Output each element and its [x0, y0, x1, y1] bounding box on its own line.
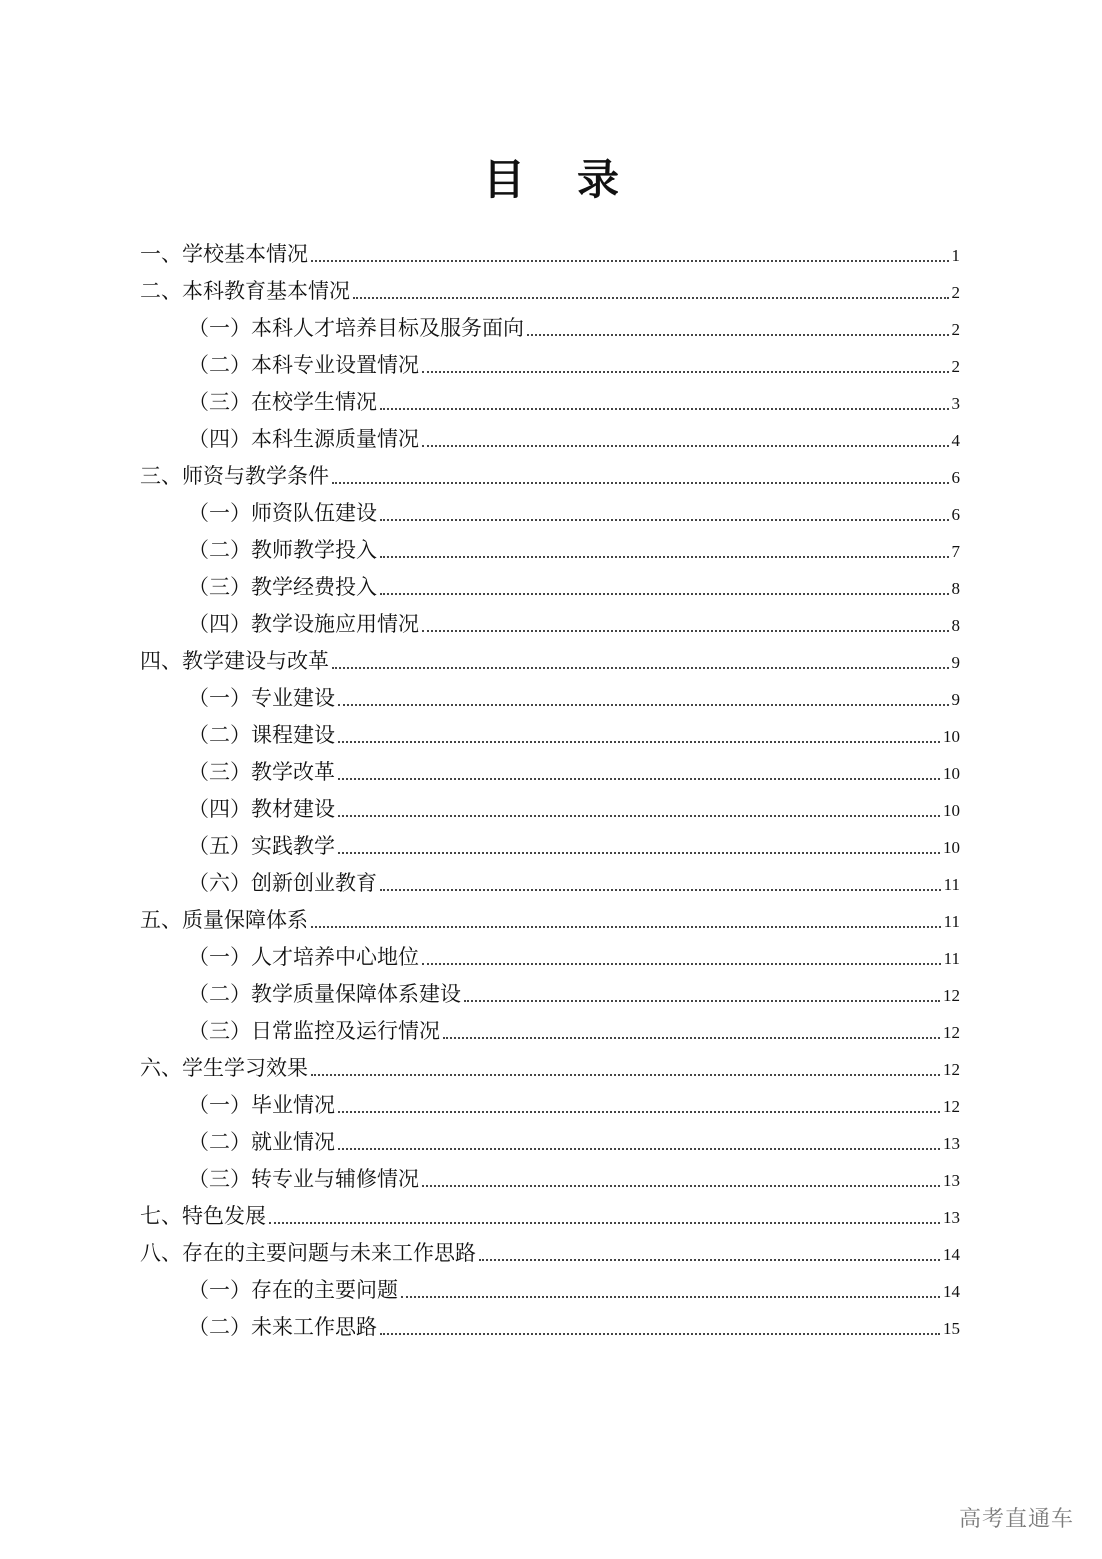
dot-leader: [380, 593, 949, 595]
toc-entry-label: （二）课程建设: [188, 723, 335, 747]
dot-leader: [422, 963, 941, 965]
toc-entry-page-number: 14: [943, 1245, 960, 1264]
toc-section-entry[interactable]: [140, 269, 960, 306]
toc-entry-label: （二）未来工作思路: [188, 1315, 377, 1339]
dot-leader: [380, 408, 949, 410]
dot-leader: [332, 667, 949, 669]
dot-leader: [422, 371, 949, 373]
dot-leader: [527, 334, 949, 336]
toc-entry-label: 八、存在的主要问题与未来工作思路: [140, 1241, 476, 1265]
toc-subsection-entry[interactable]: [140, 1009, 960, 1046]
toc-section-entry[interactable]: [140, 454, 960, 491]
toc-entry-label: （三）日常监控及运行情况: [188, 1019, 440, 1043]
toc-entry-page-number: 4: [951, 431, 960, 450]
dot-leader: [311, 1074, 940, 1076]
toc-subsection-entry[interactable]: [140, 380, 960, 417]
toc-entry-label: （一）师资队伍建设: [188, 501, 377, 525]
toc-entry-page-number: 10: [943, 838, 960, 857]
toc-subsection-entry[interactable]: [140, 528, 960, 565]
dot-leader: [311, 926, 941, 928]
toc-entry-label: （四）本科生源质量情况: [188, 427, 419, 451]
toc-entry-page-number: 6: [951, 468, 960, 487]
toc-entry-label: 二、本科教育基本情况: [140, 279, 350, 303]
toc-entry-page-number: 13: [943, 1171, 960, 1190]
dot-leader: [338, 1148, 940, 1150]
toc-subsection-entry[interactable]: [140, 565, 960, 602]
toc-entry-page-number: 14: [943, 1282, 960, 1301]
toc-entry-page-number: 10: [943, 727, 960, 746]
toc-entry-page-number: 11: [943, 912, 960, 931]
toc-subsection-entry[interactable]: [140, 1083, 960, 1120]
toc-entry-label: （二）教学质量保障体系建设: [188, 982, 461, 1006]
toc-entry-page-number: 8: [951, 616, 960, 635]
toc-section-entry[interactable]: [140, 1231, 960, 1268]
toc-subsection-entry[interactable]: [140, 861, 960, 898]
toc-section-entry[interactable]: [140, 1046, 960, 1083]
toc-subsection-entry[interactable]: [140, 787, 960, 824]
dot-leader: [380, 556, 949, 558]
toc-section-entry[interactable]: [140, 1194, 960, 1231]
dot-leader: [443, 1037, 940, 1039]
dot-leader: [422, 1185, 940, 1187]
toc-subsection-entry[interactable]: [140, 491, 960, 528]
watermark: 高考直通车: [958, 1507, 1074, 1532]
title-char: 录: [577, 155, 620, 204]
toc-entry-page-number: 12: [943, 986, 960, 1005]
dot-leader: [380, 889, 941, 891]
toc-subsection-entry[interactable]: [140, 676, 960, 713]
toc-section-entry[interactable]: [140, 232, 960, 269]
toc-subsection-entry[interactable]: [140, 1157, 960, 1194]
toc-entry-page-number: 3: [951, 394, 960, 413]
page-title: [0, 150, 1102, 210]
toc-entry-label: （三）教学经费投入: [188, 575, 377, 599]
dot-leader: [422, 630, 949, 632]
title-char: 目: [482, 155, 525, 204]
toc-subsection-entry[interactable]: [140, 1268, 960, 1305]
toc-entry-page-number: 6: [951, 505, 960, 524]
toc-subsection-entry[interactable]: [140, 935, 960, 972]
toc-entry-page-number: 9: [951, 653, 960, 672]
toc-entry-page-number: 9: [951, 690, 960, 709]
toc-subsection-entry[interactable]: [140, 602, 960, 639]
toc-entry-label: （四）教材建设: [188, 797, 335, 821]
toc-entry-label: （一）专业建设: [188, 686, 335, 710]
toc-entry-label: （二）本科专业设置情况: [188, 353, 419, 377]
dot-leader: [422, 445, 949, 447]
toc-entry-page-number: 7: [951, 542, 960, 561]
dot-leader: [380, 519, 949, 521]
toc-section-entry[interactable]: [140, 639, 960, 676]
toc-subsection-entry[interactable]: [140, 417, 960, 454]
toc-entry-page-number: 13: [943, 1208, 960, 1227]
dot-leader: [338, 704, 949, 706]
toc-subsection-entry[interactable]: [140, 1120, 960, 1157]
toc-entry-label: （三）转专业与辅修情况: [188, 1167, 419, 1191]
toc-entry-label: 一、学校基本情况: [140, 242, 308, 266]
toc-entry-label: （六）创新创业教育: [188, 871, 377, 895]
toc-entry-label: （一）存在的主要问题: [188, 1278, 398, 1302]
dot-leader: [464, 1000, 940, 1002]
toc-entry-label: （一）本科人才培养目标及服务面向: [188, 316, 524, 340]
toc-entry-page-number: 2: [951, 357, 960, 376]
toc-entry-page-number: 2: [951, 283, 960, 302]
toc-entry-page-number: 11: [943, 875, 960, 894]
toc-entry-label: 七、特色发展: [140, 1204, 266, 1228]
dot-leader: [338, 815, 940, 817]
toc-entry-page-number: 12: [943, 1060, 960, 1079]
dot-leader: [332, 482, 949, 484]
dot-leader: [479, 1259, 940, 1261]
toc-entry-page-number: 2: [951, 320, 960, 339]
dot-leader: [338, 1111, 940, 1113]
toc-subsection-entry[interactable]: [140, 343, 960, 380]
toc-subsection-entry[interactable]: [140, 824, 960, 861]
toc-entry-label: （一）人才培养中心地位: [188, 945, 419, 969]
toc-entry-label: （三）在校学生情况: [188, 390, 377, 414]
toc-entry-page-number: 13: [943, 1134, 960, 1153]
dot-leader: [338, 852, 940, 854]
toc-entry-page-number: 15: [943, 1319, 960, 1338]
toc-subsection-entry[interactable]: [140, 306, 960, 343]
toc-entry-label: （三）教学改革: [188, 760, 335, 784]
table-of-contents: [140, 232, 960, 1342]
toc-entry-label: 三、师资与教学条件: [140, 464, 329, 488]
toc-entry-label: （二）就业情况: [188, 1130, 335, 1154]
dot-leader: [401, 1296, 940, 1298]
toc-section-entry[interactable]: [140, 898, 960, 935]
toc-entry-page-number: 10: [943, 764, 960, 783]
dot-leader: [269, 1222, 940, 1224]
toc-entry-page-number: 12: [943, 1097, 960, 1116]
toc-subsection-entry[interactable]: [140, 750, 960, 787]
toc-entry-page-number: 10: [943, 801, 960, 820]
toc-entry-label: 四、教学建设与改革: [140, 649, 329, 673]
toc-entry-page-number: 12: [943, 1023, 960, 1042]
dot-leader: [311, 260, 949, 262]
toc-entry-page-number: 11: [943, 949, 960, 968]
toc-entry-label: （五）实践教学: [188, 834, 335, 858]
toc-entry-label: （二）教师教学投入: [188, 538, 377, 562]
toc-entry-label: 六、学生学习效果: [140, 1056, 308, 1080]
toc-subsection-entry[interactable]: [140, 713, 960, 750]
dot-leader: [338, 778, 940, 780]
dot-leader: [380, 1333, 940, 1335]
toc-entry-label: （一）毕业情况: [188, 1093, 335, 1117]
dot-leader: [338, 741, 940, 743]
toc-entry-label: 五、质量保障体系: [140, 908, 308, 932]
toc-entry-page-number: 8: [951, 579, 960, 598]
dot-leader: [353, 297, 949, 299]
toc-subsection-entry[interactable]: [140, 972, 960, 1009]
toc-subsection-entry[interactable]: [140, 1305, 960, 1342]
toc-entry-page-number: 1: [951, 246, 960, 265]
toc-entry-label: （四）教学设施应用情况: [188, 612, 419, 636]
